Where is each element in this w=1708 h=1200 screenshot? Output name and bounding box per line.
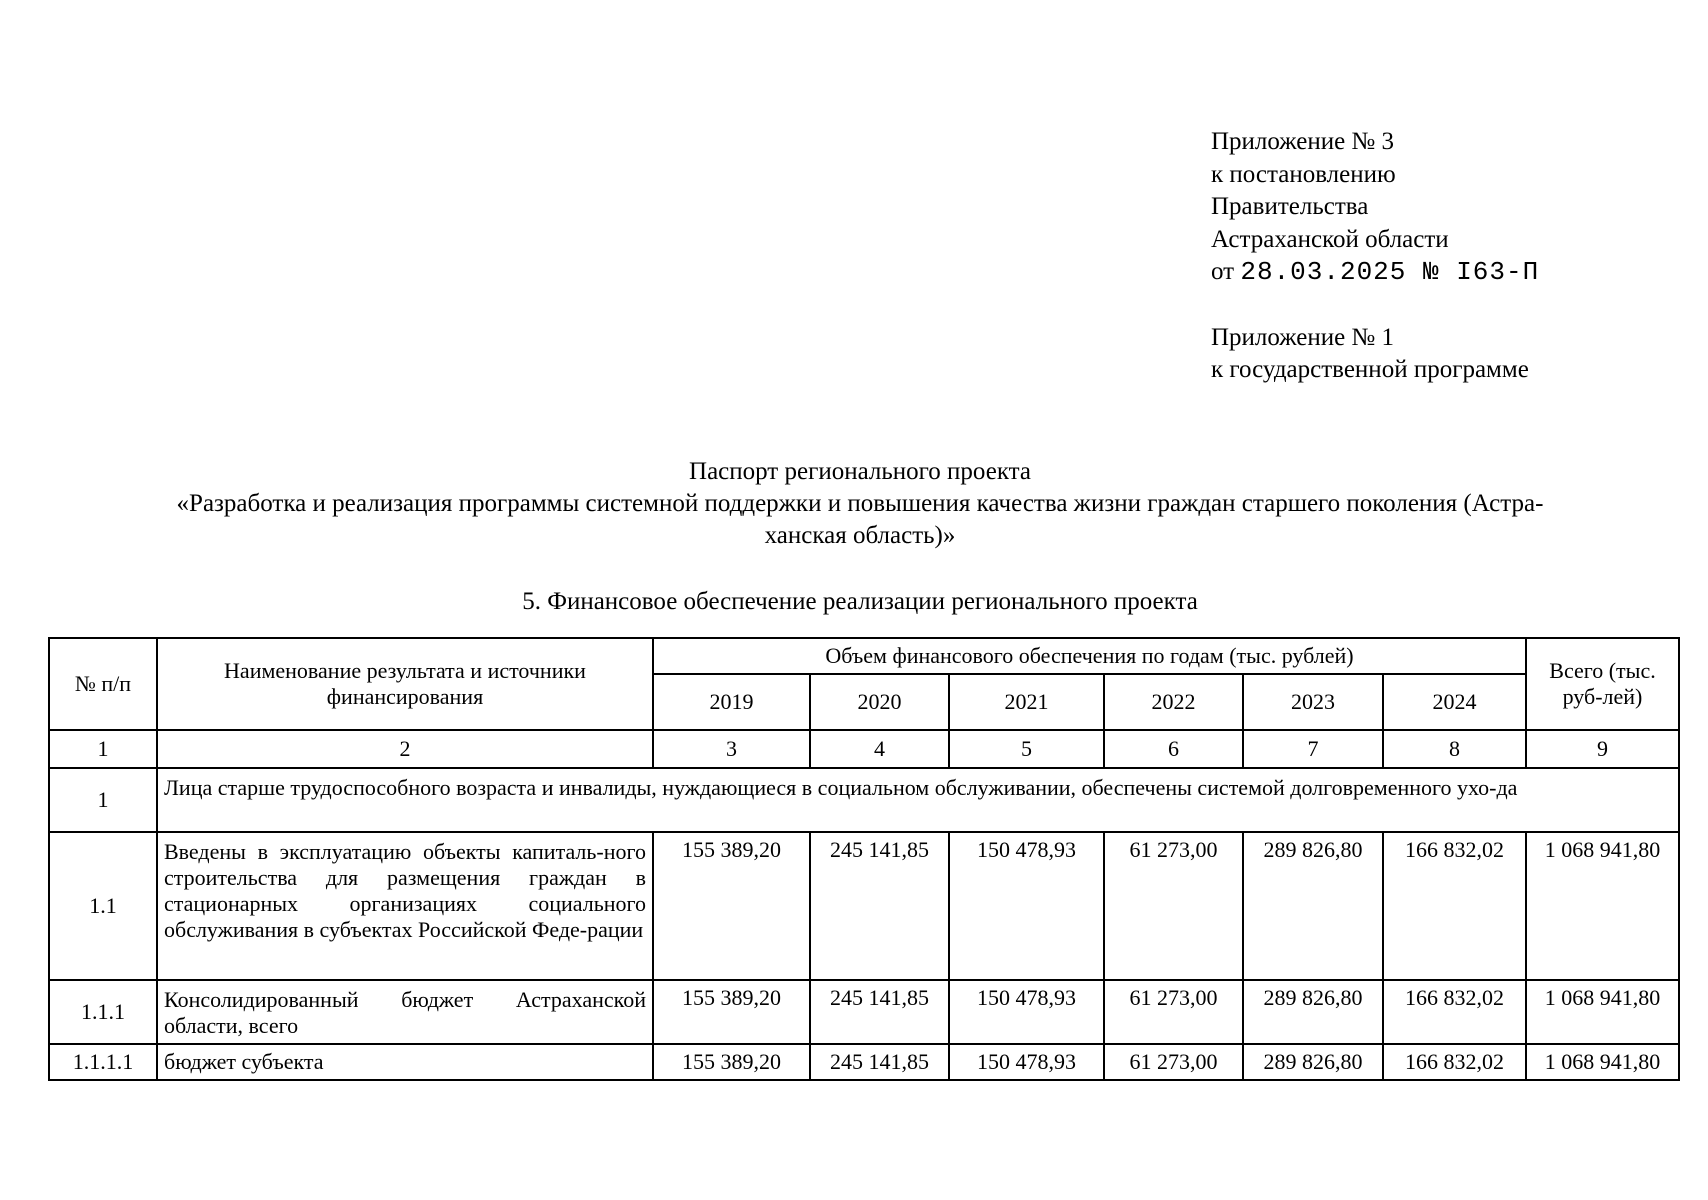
header-year: 2019 — [653, 674, 810, 730]
title-line: Паспорт регионального проекта — [689, 458, 1031, 485]
title-line: ханская область)» — [764, 522, 956, 549]
value-cell: 155 389,20 — [653, 1044, 810, 1080]
date-number-stamp: 28.03.2025 № I63-П — [1240, 257, 1540, 287]
title-line: «Разработка и реализация программы системной поддержки и повышения качества жизни граждан старшего поколения (Астра- — [176, 490, 1544, 517]
value-cell: 289 826,80 — [1243, 980, 1383, 1044]
appendix-line: Правительства — [1211, 193, 1369, 220]
header-num: № п/п — [49, 638, 157, 730]
header-total: Всего (тыс. руб-лей) — [1526, 638, 1679, 730]
column-number: 4 — [810, 730, 949, 768]
value-cell: 245 141,85 — [810, 832, 949, 980]
appendix-line: Приложение № 1 — [1211, 323, 1395, 351]
column-number: 7 — [1243, 730, 1383, 768]
header-volume: Объем финансового обеспечения по годам (тыс. рублей) — [653, 638, 1526, 674]
row-name: бюджет субъекта — [157, 1044, 653, 1080]
row-num: 1.1 — [49, 832, 157, 980]
header-year: 2021 — [949, 674, 1104, 730]
row-num: 1.1.1 — [49, 980, 157, 1044]
row-num: 1 — [49, 768, 157, 832]
header-year: 2023 — [1243, 674, 1383, 730]
header-year: 2020 — [810, 674, 949, 730]
row-name: Введены в эксплуатацию объекты капиталь-ного строительства для размещения граждан в стационарных организациях социального обслуживания в субъектах Российской Феде-рации — [157, 832, 653, 980]
group-row — [49, 768, 1679, 832]
total-cell: 1 068 941,80 — [1526, 980, 1679, 1044]
row-name: Консолидированный бюджет Астраханской области, всего — [157, 980, 653, 1044]
total-cell: 1 068 941,80 — [1526, 832, 1679, 980]
section-title: 5. Финансовое обеспечение реализации регионального проекта — [522, 588, 1198, 615]
value-cell: 150 478,93 — [949, 980, 1104, 1044]
value-cell: 289 826,80 — [1243, 832, 1383, 980]
appendix-line: к постановлению — [1211, 160, 1396, 188]
appendix-line: к государственной программе — [1211, 356, 1529, 383]
column-number: 8 — [1383, 730, 1526, 768]
value-cell: 61 273,00 — [1104, 980, 1243, 1044]
value-cell: 155 389,20 — [653, 980, 810, 1044]
column-number: 3 — [653, 730, 810, 768]
value-cell: 166 832,02 — [1383, 980, 1526, 1044]
value-cell: 289 826,80 — [1243, 1044, 1383, 1080]
value-cell: 61 273,00 — [1104, 832, 1243, 980]
total-cell: 1 068 941,80 — [1526, 1044, 1679, 1080]
spacer — [1211, 289, 1539, 322]
group-row-text: Лица старше трудоспособного возраста и инвалиды, нуждающиеся в социальном обслуживании, обеспечены системой долговременного ухо-да — [157, 768, 1679, 832]
appendix-header — [1211, 126, 1539, 387]
row-num: 1.1.1.1 — [49, 1044, 157, 1080]
table-row — [49, 1044, 1679, 1080]
date-prefix: от — [1211, 258, 1235, 285]
column-number: 6 — [1104, 730, 1243, 768]
value-cell: 61 273,00 — [1104, 1044, 1243, 1080]
value-cell: 166 832,02 — [1383, 832, 1526, 980]
financing-table — [48, 637, 1680, 1081]
header-year: 2024 — [1383, 674, 1526, 730]
table-row — [49, 980, 1679, 1044]
value-cell: 150 478,93 — [949, 1044, 1104, 1080]
value-cell: 155 389,20 — [653, 832, 810, 980]
appendix-date-line — [1211, 256, 1539, 289]
appendix-line: Астраханской области — [1211, 225, 1449, 253]
column-number: 5 — [949, 730, 1104, 768]
value-cell: 245 141,85 — [810, 980, 949, 1044]
column-number: 2 — [157, 730, 653, 768]
column-number-row — [49, 730, 1679, 768]
value-cell: 166 832,02 — [1383, 1044, 1526, 1080]
header-year: 2022 — [1104, 674, 1243, 730]
value-cell: 245 141,85 — [810, 1044, 949, 1080]
table-row — [49, 832, 1679, 980]
column-number: 1 — [49, 730, 157, 768]
value-cell: 150 478,93 — [949, 832, 1104, 980]
appendix-line: Приложение № 3 — [1211, 128, 1395, 155]
document-title — [60, 456, 1660, 552]
header-name: Наименование результата и источники финансирования — [157, 638, 653, 730]
column-number: 9 — [1526, 730, 1679, 768]
